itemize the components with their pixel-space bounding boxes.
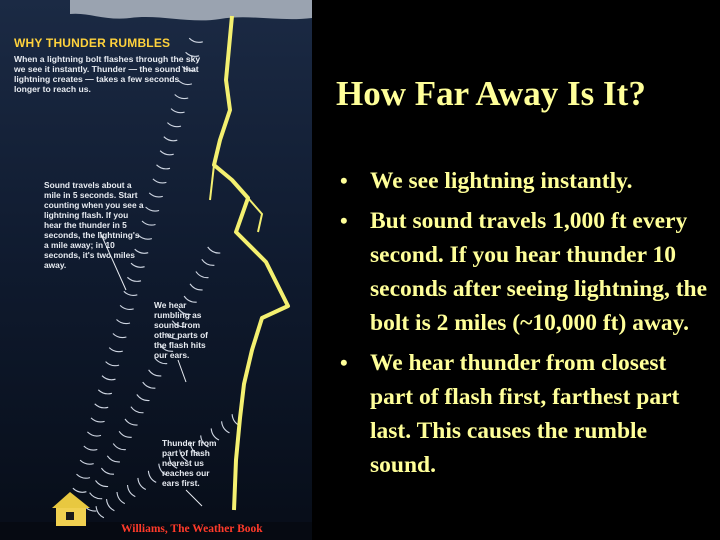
sound-speed-note: Sound travels about a mile in 5 seconds. Start counting when you see a lightning flash. If you hear the thunder in 5 seconds, the lightning's a mile away; in 10 seconds, it's two miles away. — [44, 180, 144, 270]
bullet-text: But sound travels 1,000 ft every second. If you hear thunder 10 seconds after seeing lightning, the bolt is 2 miles (~10,000 ft) away. — [370, 208, 708, 336]
cloud-shape — [70, 0, 312, 20]
nearest-thunder-note: Thunder from part of flash nearest us reaches our ears first. — [162, 438, 217, 488]
image-credit: Williams, The Weather Book — [121, 523, 263, 535]
bullet-dot: • — [340, 350, 348, 375]
bullet-text: We see lightning instantly. — [370, 168, 633, 194]
illustration-intro-text: When a lightning bolt flashes through the sky we see it instantly. Thunder — the sound that lightning creates — takes a few seconds longer to reach us. — [14, 54, 201, 94]
bullet-dot: • — [340, 208, 348, 233]
slide-title: How Far Away Is It? — [336, 74, 646, 113]
rumbling-note: We hear rumbling as sound from other parts of the flash hits our ears. — [154, 300, 208, 360]
bullet-item — [334, 204, 710, 340]
bullet-item — [334, 346, 710, 482]
bullet-dot: • — [340, 168, 348, 193]
bullet-list — [334, 164, 710, 488]
thunder-illustration — [0, 0, 312, 540]
bullet-text: We hear thunder from closest part of flash first, farthest part last. This causes the rumble sound. — [370, 350, 680, 478]
illustration-heading: WHY THUNDER RUMBLES — [14, 36, 171, 50]
bullet-item — [334, 164, 710, 198]
